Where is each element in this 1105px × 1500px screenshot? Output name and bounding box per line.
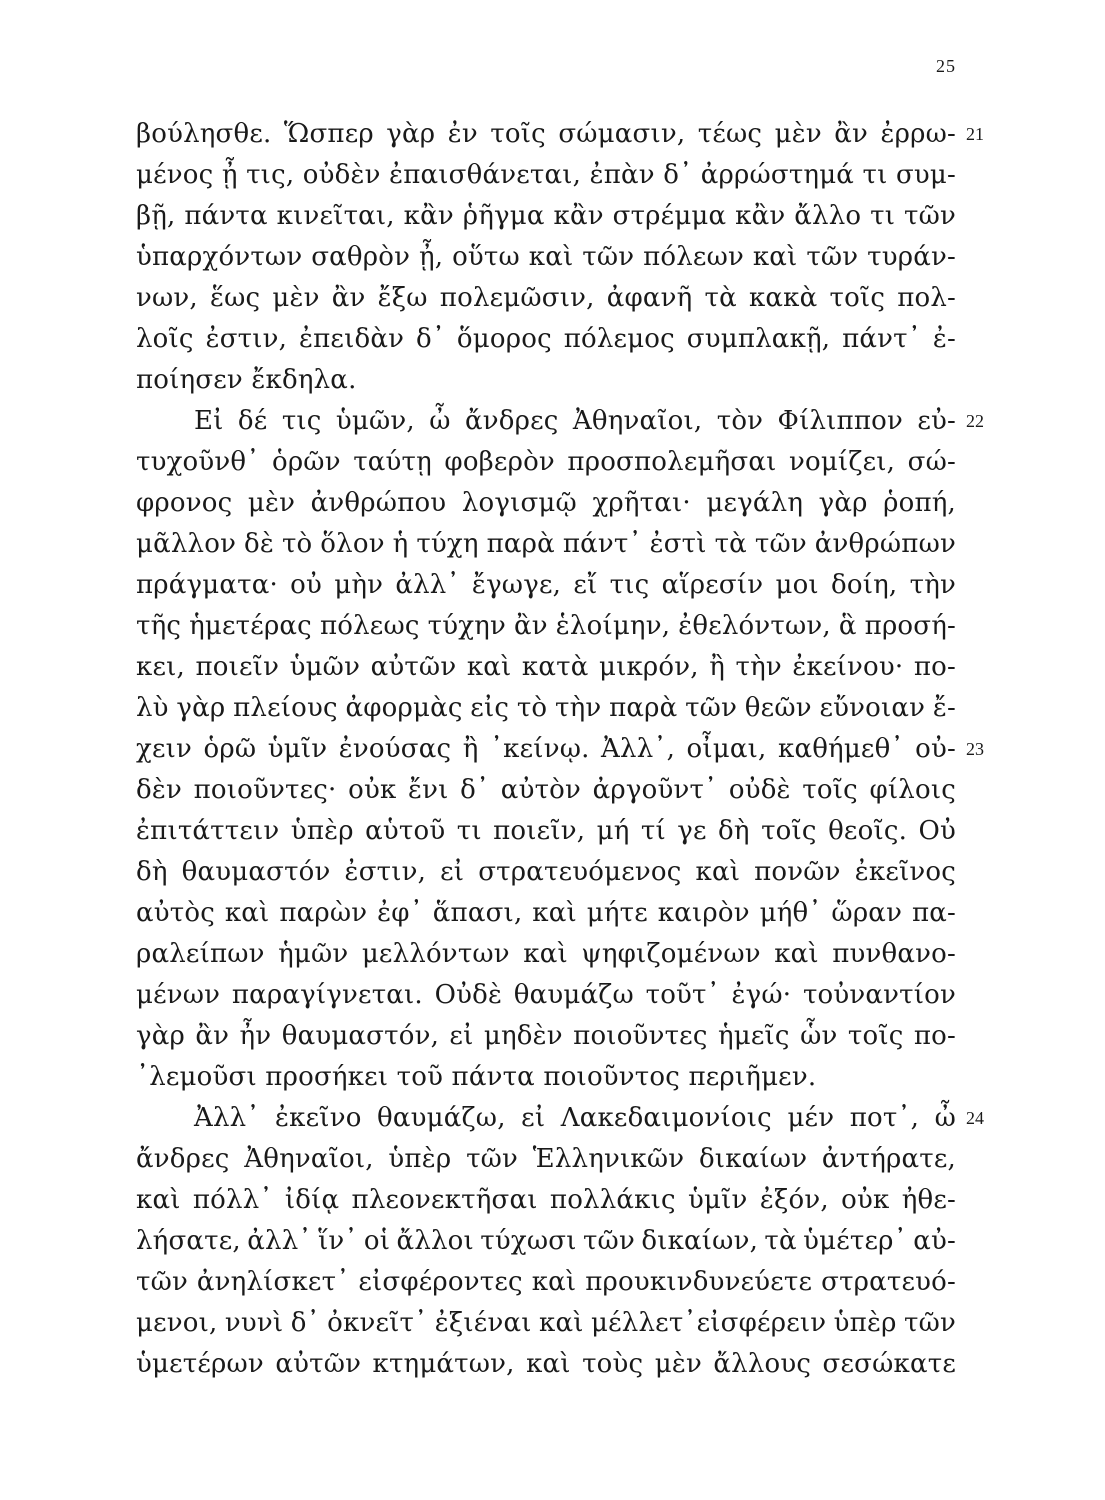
text-line — [136, 442, 956, 483]
line-text: δὴ θαυμαστόν ἐστιν, εἰ στρατευόμενος καὶ πονῶν ἐκεῖνος — [136, 857, 956, 887]
line-text: αὐτὸς καὶ παρὼν ἐφ᾽ ἅπασι, καὶ μήτε καιρὸν μήθ᾽ ὥραν πα- — [136, 898, 956, 928]
text-line — [136, 688, 956, 729]
text-line — [136, 278, 956, 319]
line-text: ᾽λεμοῦσι προσήκει τοῦ πάντα ποιοῦντος περιῆμεν. — [136, 1062, 817, 1092]
text-line — [136, 483, 956, 524]
line-text: ὑπαρχόντων σαθρὸν ᾖ, οὕτω καὶ τῶν πόλεων καὶ τῶν τυράν- — [136, 242, 956, 272]
line-text: Εἰ δέ τις ὑμῶν, ὦ ἄνδρες Ἀθηναῖοι, τὸν Φίλιππον εὐ- — [194, 406, 956, 436]
text-line — [136, 1262, 956, 1303]
section-number: 21 — [966, 124, 984, 144]
text-line — [136, 1139, 956, 1180]
text-line — [136, 852, 956, 893]
line-text: Ἀλλ᾽ ἐκεῖνο θαυμάζω, εἰ Λακεδαιμονίοις μέν ποτ᾽, ὦ — [194, 1103, 956, 1133]
text-line — [136, 1098, 984, 1139]
text-line — [136, 1344, 956, 1385]
paragraph-2 — [136, 401, 984, 1098]
section-number: 22 — [966, 411, 984, 431]
text-line — [136, 155, 956, 196]
line-text: βούλησθε. Ὥσπερ γὰρ ἐν τοῖς σώμασιν, τέως μὲν ἂν ἐρρω- — [136, 119, 956, 149]
text-line — [136, 934, 956, 975]
line-text: ὑμετέρων αὐτῶν κτημάτων, καὶ τοὺς μὲν ἄλλους σεσώκατε — [136, 1349, 956, 1379]
line-text: φρονος μὲν ἀνθρώπου λογισμῷ χρῆται· μεγάλη γὰρ ῥοπή, — [136, 488, 956, 518]
line-text: πράγματα· οὐ μὴν ἀλλ᾽ ἔγωγε, εἴ τις αἵρεσίν μοι δοίη, τὴν — [136, 570, 956, 600]
section-number: 23 — [966, 739, 984, 759]
line-text: λοῖς ἐστιν, ἐπειδὰν δ᾽ ὅμορος πόλεμος συμπλακῇ, πάντ᾽ ἐ- — [136, 324, 956, 354]
line-text: γὰρ ἂν ἦν θαυμαστόν, εἰ μηδὲν ποιοῦντες ἡμεῖς ὧν τοῖς πο- — [136, 1021, 956, 1051]
text-block — [136, 114, 984, 1385]
text-line — [136, 647, 956, 688]
line-text: λήσατε, ἀλλ᾽ ἵν᾽ οἱ ἄλλοι τύχωσι τῶν δικαίων, τὰ ὑμέτερ᾽ αὐ- — [136, 1226, 956, 1256]
line-text: μᾶλλον δὲ τὸ ὅλον ἡ τύχη παρὰ πάντ᾽ ἐστὶ τὰ τῶν ἀνθρώπων — [136, 529, 956, 559]
text-line — [136, 893, 956, 934]
text-line — [136, 114, 984, 155]
text-line — [136, 811, 956, 852]
line-text: ποίησεν ἔκδηλα. — [136, 365, 357, 395]
text-line — [136, 975, 956, 1016]
line-text: τῆς ἡμετέρας πόλεως τύχην ἂν ἑλοίμην, ἐθελόντων, ἃ προσή- — [136, 611, 956, 641]
page-number: 25 — [936, 56, 956, 76]
line-text: ραλείπων ἡμῶν μελλόντων καὶ ψηφιζομένων καὶ πυνθανο- — [136, 939, 956, 969]
text-line — [136, 606, 956, 647]
section-number: 24 — [966, 1108, 984, 1128]
line-text: μενοι, νυνὶ δ᾽ ὀκνεῖτ᾽ ἐξιέναι καὶ μέλλετ᾽εἰσφέρειν ὑπὲρ τῶν — [136, 1308, 956, 1338]
text-line — [136, 237, 956, 278]
line-text: τῶν ἀνηλίσκετ᾽ εἰσφέροντες καὶ προυκινδυνεύετε στρατευό- — [136, 1267, 956, 1297]
line-text: ἐπιτάττειν ὑπὲρ αὑτοῦ τι ποιεῖν, μή τί γε δὴ τοῖς θεοῖς. Οὐ — [136, 816, 956, 846]
text-line — [136, 729, 984, 770]
text-line — [136, 1180, 956, 1221]
line-text: ἄνδρες Ἀθηναῖοι, ὑπὲρ τῶν Ἑλληνικῶν δικαίων ἀντήρατε, — [136, 1144, 956, 1174]
line-text: κει, ποιεῖν ὑμῶν αὐτῶν καὶ κατὰ μικρόν, ἢ τὴν ἐκείνου· πο- — [136, 652, 956, 682]
text-line — [136, 1057, 956, 1098]
text-line — [136, 1303, 956, 1344]
text-line — [136, 196, 956, 237]
line-text: βῇ, πάντα κινεῖται, κἂν ῥῆγμα κἂν στρέμμα κἂν ἄλλο τι τῶν — [136, 201, 956, 231]
line-text: μένων παραγίγνεται. Οὐδὲ θαυμάζω τοῦτ᾽ ἐγώ· τοὐναντίον — [136, 980, 956, 1010]
paragraph-1 — [136, 114, 984, 401]
text-line — [136, 319, 956, 360]
text-line — [136, 565, 956, 606]
text-line — [136, 1016, 956, 1057]
line-text: χειν ὁρῶ ὑμῖν ἐνούσας ἢ ᾽κείνῳ. Ἀλλ᾽, οἶμαι, καθήμεθ᾽ οὐ- — [136, 734, 956, 764]
paragraph-3 — [136, 1098, 984, 1385]
line-text: δὲν ποιοῦντες· οὐκ ἔνι δ᾽ αὐτὸν ἀργοῦντ᾽ οὐδὲ τοῖς φίλοις — [136, 775, 956, 805]
text-line — [136, 1221, 956, 1262]
line-text: καὶ πόλλ᾽ ἰδίᾳ πλεονεκτῆσαι πολλάκις ὑμῖν ἐξόν, οὐκ ἠθε- — [136, 1185, 956, 1215]
line-text: τυχοῦνθ᾽ ὁρῶν ταύτῃ φοβερὸν προσπολεμῆσαι νομίζει, σώ- — [136, 447, 956, 477]
line-text: νων, ἕως μὲν ἂν ἔξω πολεμῶσιν, ἀφανῆ τὰ κακὰ τοῖς πολ- — [136, 283, 956, 313]
text-line — [136, 770, 956, 811]
line-text: λὺ γὰρ πλείους ἀφορμὰς εἰς τὸ τὴν παρὰ τῶν θεῶν εὔνοιαν ἔ- — [136, 693, 956, 723]
text-line — [136, 360, 956, 401]
line-text: μένος ᾖ τις, οὐδὲν ἐπαισθάνεται, ἐπὰν δ᾽ ἀρρώστημά τι συμ- — [136, 160, 956, 190]
text-line — [136, 401, 984, 442]
text-line — [136, 524, 956, 565]
